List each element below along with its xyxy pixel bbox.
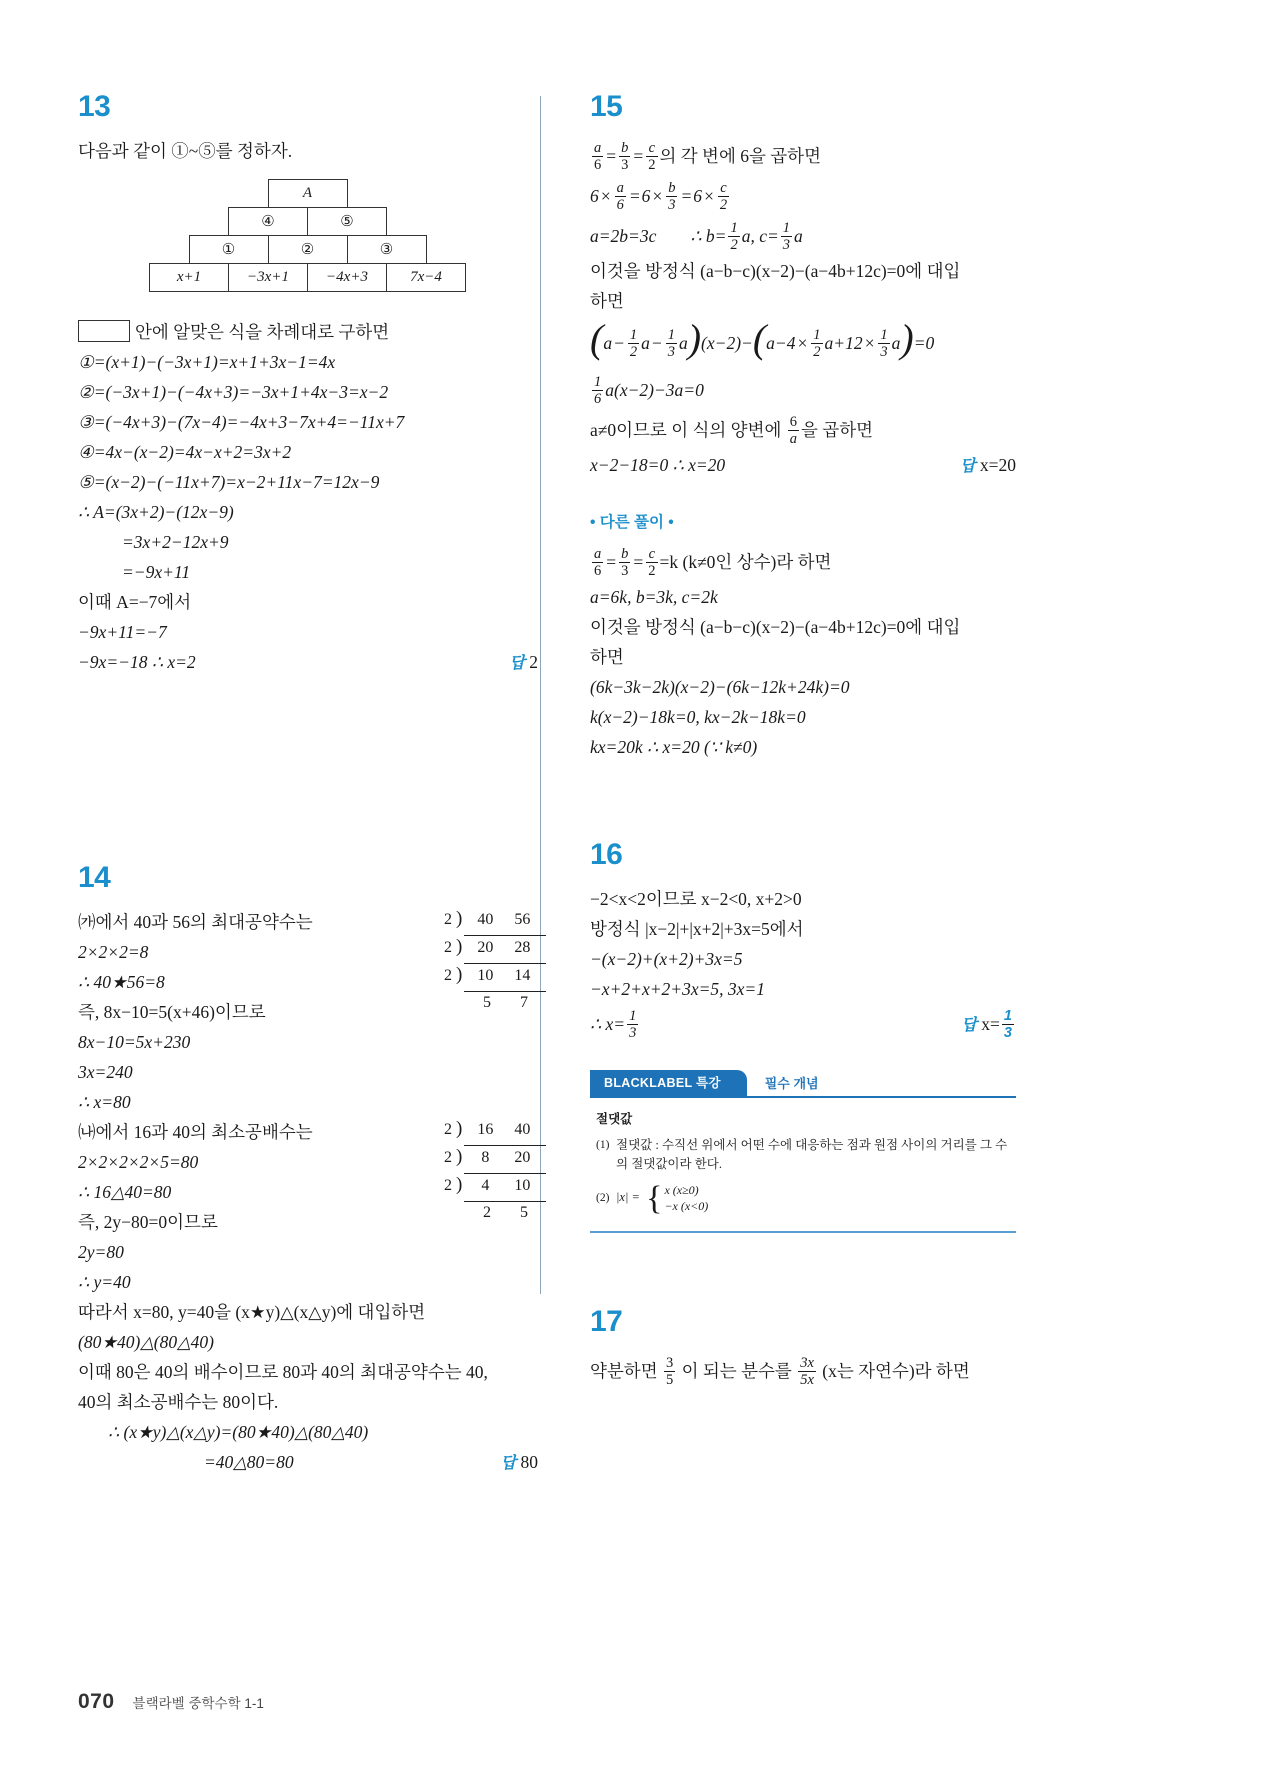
problem-15-answer: 답 x=20 (959, 455, 1016, 475)
problem-14-line-19: =40△80=80 답 80 (78, 1447, 538, 1477)
pyramid-base-3: −4x+3 (307, 263, 387, 292)
fraction-one-third: $\frac{1}{3}$ (629, 1008, 637, 1042)
alt-solution-heading: • 다른 풀이 • (590, 514, 674, 531)
problem-13-line-1: ①=(x+1)−(−3x+1)=x+1+3x−1=4x (78, 352, 336, 372)
fraction-three-fifths: $\frac{3}{5}$ (666, 1354, 674, 1389)
problem-14-line-18: ∴ (x★y)△(x△y)=(80★40)△(80△40) (108, 1422, 369, 1442)
problem-16 (590, 840, 1016, 1044)
fraction-six-over-a: $\frac{6}{a}$ (789, 414, 798, 448)
pyramid-row-3 (78, 236, 538, 264)
pyramid-base-4: 7x−4 (386, 263, 466, 292)
pyramid-row-4 (78, 264, 538, 292)
problem-14-line-12: 2y=80 (78, 1242, 124, 1262)
problem-14-block-a (78, 907, 538, 1117)
pyramid-cell-4: ④ (228, 207, 308, 236)
problem-14-line-9: 2×2×2×2×5=80 (78, 1152, 199, 1172)
problem-15 (590, 92, 1016, 762)
problem-15-alt-line-7: kx=20k ∴ x=20 (∵ k≠0) (590, 737, 758, 757)
problem-15-alt-line-2: a=6k, b=3k, c=2k (590, 587, 718, 607)
problem-13-line-9: 이때 A=−7에서 (78, 592, 192, 612)
concept-bottom-rule (590, 1231, 1016, 1233)
pyramid-cell-1: ① (189, 235, 269, 264)
problem-13-line-6: ∴ A=(3x+2)−(12x−9) (78, 502, 234, 522)
problem-13-number: 13 (78, 90, 111, 123)
concept-title: 절댓값 (596, 1112, 633, 1126)
ladder-divisor: 2 (444, 939, 452, 956)
pyramid-row-2 (78, 208, 538, 236)
ladder-divisor: 2 (444, 911, 452, 928)
problem-16-line-2: 방정식 |x−2|+|x+2|+3x=5에서 (590, 919, 804, 939)
fraction-one-half: $\frac{1}{2}$ (629, 327, 638, 361)
fraction-one-half: $\frac{1}{2}$ (813, 327, 821, 361)
ladder-divisor: 2 (444, 967, 452, 984)
fraction-b-over-3: $\frac{b}{3}$ (668, 180, 676, 214)
concept-box (590, 1070, 1016, 1233)
fraction-one-half: $\frac{1}{2}$ (730, 220, 738, 254)
pyramid-cell-3: ③ (347, 235, 427, 264)
division-bracket-icon: ) (456, 1174, 463, 1195)
problem-14-line-16: 이때 80은 40의 배수이므로 80과 40의 최대공약수는 40, (78, 1362, 488, 1382)
empty-box-icon (78, 320, 130, 342)
problem-15-line-1: $\frac{a}{6}$ = $\frac{b}{3}$ = $\frac{c}{2}$ 의 각 변에 6을 곱하면 (594, 140, 821, 174)
page-footer (78, 1690, 264, 1714)
problem-14-line-8: ㈏에서 16과 40의 최소공배수는 (78, 1122, 313, 1142)
tab-blacklabel-special[interactable]: BLACKLABEL 특강 (590, 1070, 747, 1096)
piecewise-case-1: x (x≥0) (664, 1183, 699, 1197)
ladder-numbers: 5 7 (483, 994, 528, 1011)
ladder-numbers: 2 5 (483, 1204, 528, 1221)
problem-13-line-8: =−9x+11 (122, 562, 191, 582)
pyramid-cell-A: A (268, 179, 348, 208)
pyramid-row-1 (78, 180, 538, 208)
problem-14-line-13: ∴ y=40 (78, 1272, 131, 1292)
fraction-one-third: $\frac{1}{3}$ (667, 327, 675, 361)
concept-tabs (590, 1070, 1016, 1096)
problem-16-answer: 답 x= $\frac{1}{3}$ (961, 1008, 1012, 1042)
problem-14-line-5: 8x−10=5x+230 (78, 1032, 191, 1052)
answer-fraction: $\frac{1}{3}$ (1003, 1008, 1012, 1042)
ladder-numbers: 10 14 (464, 962, 546, 992)
problem-14-line-15: (80★40)△(80△40) (78, 1332, 214, 1352)
division-bracket-icon: ) (456, 1118, 463, 1139)
problem-15-line-5: 하면 (590, 291, 624, 311)
problem-15-line-3: a=2b=3c ∴ b= $\frac{1}{2}$ a, c= $\frac{1}{3}$ a (590, 220, 803, 254)
ladder-row (444, 933, 548, 961)
problem-15-alt-line-1: $\frac{a}{6}$ = $\frac{b}{3}$ = $\frac{c}{2}$ =k (k≠0인 상수)라 하면 (594, 546, 832, 580)
pyramid-base-2: −3x+1 (228, 263, 308, 292)
problem-15-alt-line-3: 이것을 방정식 (a−b−c)(x−2)−(a−4b+12c)=0에 대입 (590, 617, 961, 637)
problem-14-line-14: 따라서 x=80, y=40을 (x★y)△(x△y)에 대입하면 (78, 1302, 426, 1322)
problem-13-line-10: −9x+11=−7 (78, 622, 167, 642)
ladder-row (444, 961, 548, 989)
problem-14-number: 14 (78, 861, 111, 894)
fraction-a-over-6: $\frac{a}{6}$ (616, 180, 624, 214)
problem-13-intro: 다음과 같이 ①~⑤를 정하자. (78, 141, 293, 161)
page-number: 070 (78, 1690, 115, 1713)
problem-13-line-2: ②=(−3x+1)−(−4x+3)=−3x+1+4x−3=x−2 (78, 382, 389, 402)
problem-14-line-6: 3x=240 (78, 1062, 133, 1082)
ladder-divisor: 2 (444, 1121, 452, 1138)
problem-15-line-6: (a− $\frac{1}{2}$ a− $\frac{1}{3}$ a)(x−2)−(a−4× $\frac{1}{2}$ a+12× $\frac{1}{3}$ a)=0 (590, 316, 935, 361)
problem-15-line-9: x−2−18=0 ∴ x=20 답 x=20 (590, 450, 1016, 480)
problem-15-number: 15 (590, 90, 623, 123)
division-bracket-icon: ) (456, 908, 463, 929)
problem-14-block-b (78, 1117, 538, 1297)
problem-15-line-8: a≠0이므로 이 식의 양변에 $\frac{6}{a}$ 을 곱하면 (590, 414, 874, 448)
problem-16-line-3: −(x−2)+(x+2)+3x=5 (590, 949, 743, 969)
fraction-a-over-6: $\frac{a}{6}$ (594, 140, 602, 174)
problem-13-line-5: ⑤=(x−2)−(−11x+7)=x−2+11x−7=12x−9 (78, 472, 380, 492)
fraction-c-over-2: $\frac{c}{2}$ (648, 140, 656, 174)
ladder-divisor: 2 (444, 1177, 452, 1194)
problem-14-line-10: ∴ 16△40=80 (78, 1182, 172, 1202)
problem-14-line-11: 즉, 2y−80=0이므로 (78, 1212, 218, 1232)
problem-17-number: 17 (590, 1304, 623, 1338)
problem-16-number: 16 (590, 838, 623, 871)
concept-item-marker: (1) (596, 1139, 610, 1151)
tab-essential-concept[interactable]: 필수 개념 (764, 1076, 819, 1091)
piecewise-case-2: −x (x<0) (664, 1199, 709, 1213)
problem-17-line-1: 약분하면 $\frac{3}{5}$ 이 되는 분수를 $\frac{3x}{5x}$ (x는 자연수)라 하면 (590, 1354, 970, 1389)
fraction-3x-over-5x: $\frac{3x}{5x}$ (800, 1354, 814, 1389)
problem-14-line-17: 40의 최소공배수는 80이다. (78, 1392, 279, 1412)
fraction-one-third: $\frac{1}{3}$ (782, 220, 791, 254)
division-bracket-icon: ) (456, 964, 463, 985)
concept-item-text: |x| = { x (x≥0) −x (x<0) (616, 1180, 709, 1217)
pyramid-base-1: x+1 (149, 263, 229, 292)
pyramid-diagram (78, 180, 538, 295)
concept-item (596, 1136, 1010, 1174)
pyramid-cell-5: ⑤ (307, 207, 387, 236)
problem-14-line-4: 즉, 8x−10=5(x+46)이므로 (78, 1002, 266, 1022)
problem-13-line-11: −9x=−18 ∴ x=2 답 2 (78, 647, 538, 677)
division-bracket-icon: ) (456, 1146, 463, 1167)
problem-15-alt-line-6: k(x−2)−18k=0, kx−2k−18k=0 (590, 707, 806, 727)
fraction-b-over-3: $\frac{b}{3}$ (621, 140, 629, 174)
fraction-one-third: $\frac{1}{3}$ (880, 327, 888, 361)
problem-15-line-7: $\frac{1}{6}$ a(x−2)−3a=0 (594, 374, 704, 408)
problem-15-line-4: 이것을 방정식 (a−b−c)(x−2)−(a−4b+12c)=0에 대입 (590, 261, 961, 281)
ladder-row (444, 1171, 548, 1199)
ladder-numbers: 8 20 (464, 1144, 546, 1174)
problem-16-line-1: −2<x<2이므로 x−2<0, x+2>0 (590, 889, 802, 909)
problem-13-line-3: ③=(−4x+3)−(7x−4)=−4x+3−7x+4=−11x+7 (78, 412, 405, 432)
division-bracket-icon: ) (456, 936, 463, 957)
piecewise-definition: { x (x≥0) −x (x<0) (646, 1180, 709, 1217)
problem-13-answer: 답 2 (509, 652, 538, 672)
problem-16-line-5: ∴ x= $\frac{1}{3}$ 답 x= $\frac{1}{3}$ (590, 1004, 1016, 1044)
problem-15-alt-line-5: (6k−3k−2k)(x−2)−(6k−12k+24k)=0 (590, 677, 850, 697)
ladder-row (444, 1143, 548, 1171)
book-title: 블랙라벨 중학수학 1-1 (132, 1696, 264, 1711)
division-ladder-2 (444, 1115, 548, 1227)
problem-14-line-2: 2×2×2=8 (78, 942, 149, 962)
fraction-c-over-2: $\frac{c}{2}$ (719, 180, 728, 214)
ladder-divisor: 2 (444, 1149, 452, 1166)
fraction-c-over-2: $\frac{c}{2}$ (648, 546, 656, 580)
ladder-row (444, 1115, 548, 1143)
ladder-numbers: 20 28 (464, 934, 546, 964)
concept-item-text: 절댓값 : 수직선 위에서 어떤 수에 대응하는 점과 원점 사이의 거리를 그 수의 절댓값이라 한다. (616, 1138, 1008, 1171)
ladder-numbers: 16 40 (464, 1116, 546, 1146)
concept-item (596, 1180, 1010, 1217)
fraction-b-over-3: $\frac{b}{3}$ (621, 546, 629, 580)
problem-16-line-4: −x+2+x+2+3x=5, 3x=1 (590, 979, 765, 999)
fraction-one-sixth: $\frac{1}{6}$ (594, 374, 602, 408)
problem-15-line-2: 6× $\frac{a}{6}$ =6× $\frac{b}{3}$ =6× $\frac{c}{2}$ (590, 180, 728, 214)
problem-13-box-line: 안에 알맞은 식을 차례대로 구하면 (78, 317, 538, 347)
problem-13-line-7: =3x+2−12x+9 (122, 532, 229, 552)
problem-13 (78, 92, 538, 677)
ladder-row (444, 905, 548, 933)
left-column (78, 92, 538, 1477)
problem-14-line-3: ∴ 40★56=8 (78, 972, 165, 992)
concept-item-marker: (2) (596, 1191, 610, 1204)
problem-13-line-4: ④=4x−(x−2)=4x−x+2=3x+2 (78, 442, 292, 462)
concept-body (590, 1098, 1016, 1231)
problem-14-line-1: ㈎에서 40과 56의 최대공약수는 (78, 912, 313, 932)
right-column (556, 92, 1016, 1391)
ladder-quotient-row (444, 989, 548, 1017)
problem-14 (78, 863, 538, 1477)
problem-14-answer: 답 80 (500, 1452, 538, 1472)
problem-15-alt-line-4: 하면 (590, 647, 624, 667)
division-ladder-1 (444, 905, 548, 1017)
problem-14-line-7: ∴ x=80 (78, 1092, 131, 1112)
ladder-quotient-row (444, 1199, 548, 1227)
pyramid-cell-2: ② (268, 235, 348, 264)
problem-17 (590, 1304, 1016, 1391)
fraction-a-over-6: $\frac{a}{6}$ (594, 546, 602, 580)
ladder-numbers: 40 56 (464, 906, 546, 936)
ladder-numbers: 4 10 (464, 1172, 546, 1202)
